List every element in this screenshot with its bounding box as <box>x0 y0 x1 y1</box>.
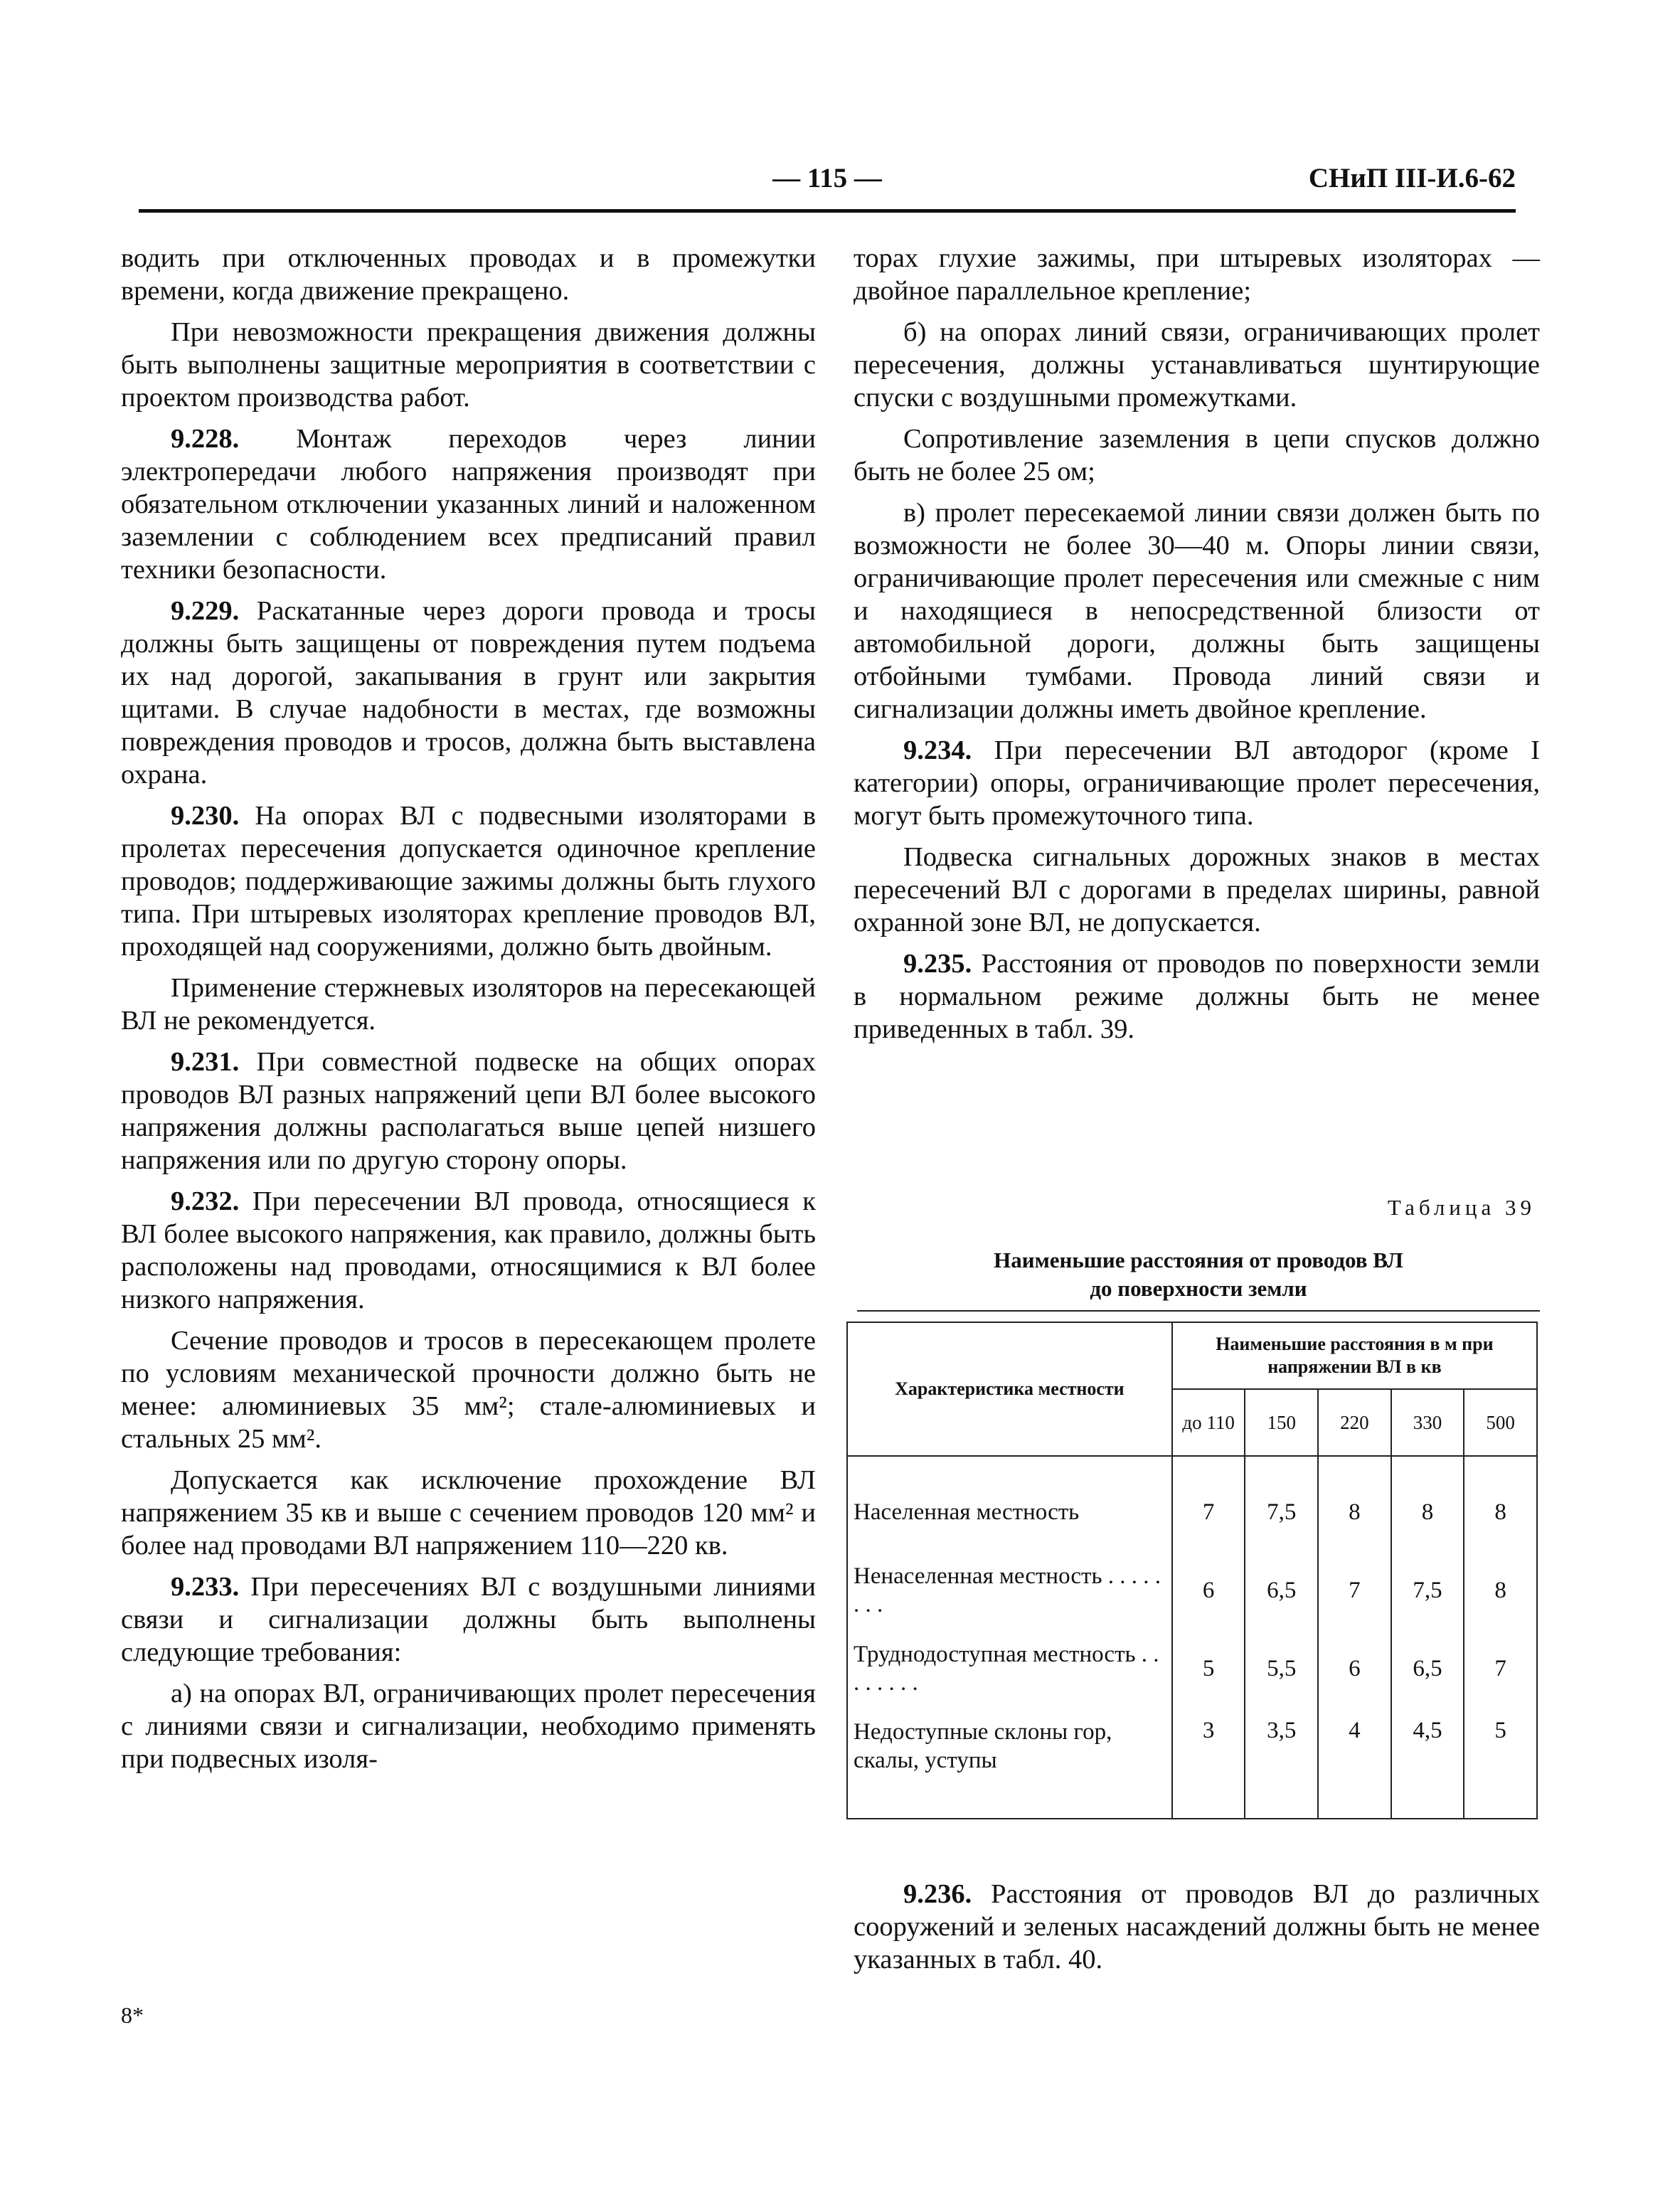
distance-table <box>846 1322 1538 1819</box>
clause-text: Расстояния от проводов ВЛ до различных сооружений и зеленых насаждений должны быть не менее указанных в табл. 40. <box>854 1879 1540 1974</box>
header-distance-group: Наименьшие расстояния в м при напряжении ВЛ в кв <box>1172 1322 1537 1389</box>
paragraph: в) пролет пересекаемой линии связи должен быть по возможности не более 30—40 м. Опоры линии связи, ограничивающие пролет пересечения или смежные с ним и находящиеся в непосредственной близости от автомобильной дороги, должны быть защищены отбойными тумбами. Провода линий связи и сигнализации должны иметь двойное крепление. <box>854 498 1540 724</box>
clause-number: 9.234. <box>903 735 972 765</box>
paragraph: Применение стержневых изоляторов на пересекающей ВЛ не рекомендуется. <box>121 973 816 1036</box>
cell-value: 5 <box>1464 1708 1537 1819</box>
clause-number: 9.232. <box>171 1186 240 1216</box>
table-title <box>857 1246 1540 1303</box>
clause-number: 9.229. <box>171 596 240 626</box>
clause-number: 9.230. <box>171 801 240 831</box>
header-characteristic: Характеристика местности <box>847 1322 1172 1456</box>
table-row <box>847 1456 1537 1551</box>
table-row <box>847 1551 1537 1630</box>
clause-text: При пересечениях ВЛ с воздушными линиями связи и сигнализации должны быть выполнены следующие требования: <box>121 1572 816 1667</box>
header-voltage: до 110 <box>1172 1389 1245 1456</box>
page-number: — 115 — <box>772 163 882 193</box>
clause-text: Монтаж переходов через линии электропередачи любого напряжения производят при обязательном отключении указанных линий и наложенном заземлении с соблюдением всех предписаний правил техники безопасности. <box>121 424 816 585</box>
clause-text: При пересечении ВЛ автодорог (кроме I категории) опоры, ограничивающие пролет пересечения, могут быть промежуточного типа. <box>854 735 1540 831</box>
clause-text: Расстояния от проводов по поверхности земли в нормальном режиме должны быть не менее приведенных в табл. 39. <box>854 949 1540 1044</box>
left-column <box>121 242 816 1784</box>
table-title-line: до поверхности земли <box>1090 1276 1307 1301</box>
table-caption <box>857 1195 1540 1303</box>
row-characteristic: Населенная местность <box>847 1456 1172 1551</box>
cell-value: 5,5 <box>1245 1630 1318 1708</box>
cell-value: 7 <box>1318 1551 1391 1630</box>
right-column-bottom <box>854 1878 1540 1984</box>
table-row <box>847 1630 1537 1708</box>
clause-9-228 <box>121 422 816 586</box>
table-row <box>847 1708 1537 1819</box>
clause-text: На опорах ВЛ с подвесными изоляторами в пролетах пересечения допускается одиночное крепление проводов; поддерживающие зажимы должны быть глухого типа. При штыревых изоляторах крепление проводов ВЛ, проходящей над сооружениями, должно быть двойным. <box>121 801 816 962</box>
document-code: СНиП III-И.6-62 <box>1308 163 1516 193</box>
paragraph: Сечение проводов и тросов в пересекающем пролете по условиям механической прочности должно быть не менее: алюминиевых 35 мм²; стале-алюминиевых и стальных 25 мм². <box>121 1326 816 1454</box>
clause-number: 9.233. <box>171 1572 240 1602</box>
paragraph: Сопротивление заземления в цепи спусков должно быть не более 25 ом; <box>854 424 1540 487</box>
clause-9-230 <box>121 799 816 963</box>
paragraph: водить при отключенных проводах и в промежутки времени, когда движение прекращено. <box>121 243 816 306</box>
cell-value: 5 <box>1172 1630 1245 1708</box>
cell-value: 8 <box>1318 1456 1391 1551</box>
cell-value: 3,5 <box>1245 1708 1318 1819</box>
table-title-line: Наименьшие расстояния от проводов ВЛ <box>994 1248 1403 1272</box>
paragraph: Допускается как исключение прохождение ВЛ напряжением 35 кв и выше с сечением проводов 120 мм² и более над проводами ВЛ напряжением 110—220 кв. <box>121 1465 816 1561</box>
cell-value: 8 <box>1391 1456 1464 1551</box>
paragraph: Подвеска сигнальных дорожных знаков в местах пересечений ВЛ с дорогами в пределах ширины, равной охранной зоне ВЛ, не допускается. <box>854 842 1540 937</box>
clause-9-236 <box>854 1878 1540 1976</box>
table-top-rule <box>857 1310 1540 1312</box>
cell-value: 7 <box>1172 1456 1245 1551</box>
clause-text: При пересечении ВЛ провода, относящиеся к ВЛ более высокого напряжения, как правило, должны быть расположены над проводами, относящимися к ВЛ более низкого напряжения. <box>121 1186 816 1314</box>
clause-number: 9.231. <box>171 1047 240 1077</box>
header-voltage: 220 <box>1318 1389 1391 1456</box>
paragraph: торах глухие зажимы, при штыревых изоляторах — двойное параллельное крепление; <box>854 243 1540 306</box>
cell-value: 6 <box>1318 1630 1391 1708</box>
table-label: Таблица 39 <box>1387 1195 1536 1220</box>
cell-value: 4 <box>1318 1708 1391 1819</box>
cell-value: 7,5 <box>1391 1551 1464 1630</box>
row-characteristic: Недоступные склоны гор, скалы, уступы <box>847 1708 1172 1819</box>
row-characteristic: Труднодоступная местность . . . . . . . . <box>847 1630 1172 1708</box>
header-voltage: 500 <box>1464 1389 1537 1456</box>
paragraph: При невозможности прекращения движения должны быть выполнены защитные мероприятия в соответствии с проектом производства работ. <box>121 317 816 413</box>
cell-value: 7 <box>1464 1630 1537 1708</box>
clause-number: 9.228. <box>171 424 240 454</box>
clause-9-231 <box>121 1046 816 1176</box>
cell-value: 6 <box>1172 1551 1245 1630</box>
signature-mark: 8* <box>121 2002 144 2028</box>
header-rule <box>139 209 1516 213</box>
paragraph: а) на опорах ВЛ, ограничивающих пролет пересечения с линиями связи и сигнализации, необходимо применять при подвесных изоля- <box>121 1679 816 1774</box>
row-characteristic: Ненаселенная местность . . . . . . . . <box>847 1551 1172 1630</box>
clause-9-235 <box>854 947 1540 1046</box>
header-voltage: 330 <box>1391 1389 1464 1456</box>
right-column <box>854 242 1540 1054</box>
cell-value: 4,5 <box>1391 1708 1464 1819</box>
cell-value: 6,5 <box>1391 1630 1464 1708</box>
clause-text: Раскатанные через дороги провода и тросы должны быть защищены от повреждения путем подъема их над дорогой, закапывания в грунт или закрытия щитами. В случае надобности в местах, где возможны повреждения проводов и тросов, должна быть выставлена охрана. <box>121 596 816 790</box>
cell-value: 8 <box>1464 1551 1537 1630</box>
header-voltage: 150 <box>1245 1389 1318 1456</box>
cell-value: 8 <box>1464 1456 1537 1551</box>
clause-text: При совместной подвеске на общих опорах проводов ВЛ разных напряжений цепи ВЛ более высокого напряжения должны располагаться выше цепей низшего напряжения или по другую сторону опоры. <box>121 1047 816 1175</box>
paragraph: б) на опорах линий связи, ограничивающих пролет пересечения, должны устанавливаться шунтирующие спуски с воздушными промежутками. <box>854 317 1540 413</box>
cell-value: 3 <box>1172 1708 1245 1819</box>
clause-9-232 <box>121 1185 816 1316</box>
clause-9-233 <box>121 1570 816 1669</box>
cell-value: 6,5 <box>1245 1551 1318 1630</box>
clause-number: 9.236. <box>903 1879 972 1909</box>
clause-9-234 <box>854 734 1540 832</box>
cell-value: 7,5 <box>1245 1456 1318 1551</box>
clause-9-229 <box>121 595 816 791</box>
page-header <box>139 162 1516 212</box>
clause-number: 9.235. <box>903 949 972 979</box>
